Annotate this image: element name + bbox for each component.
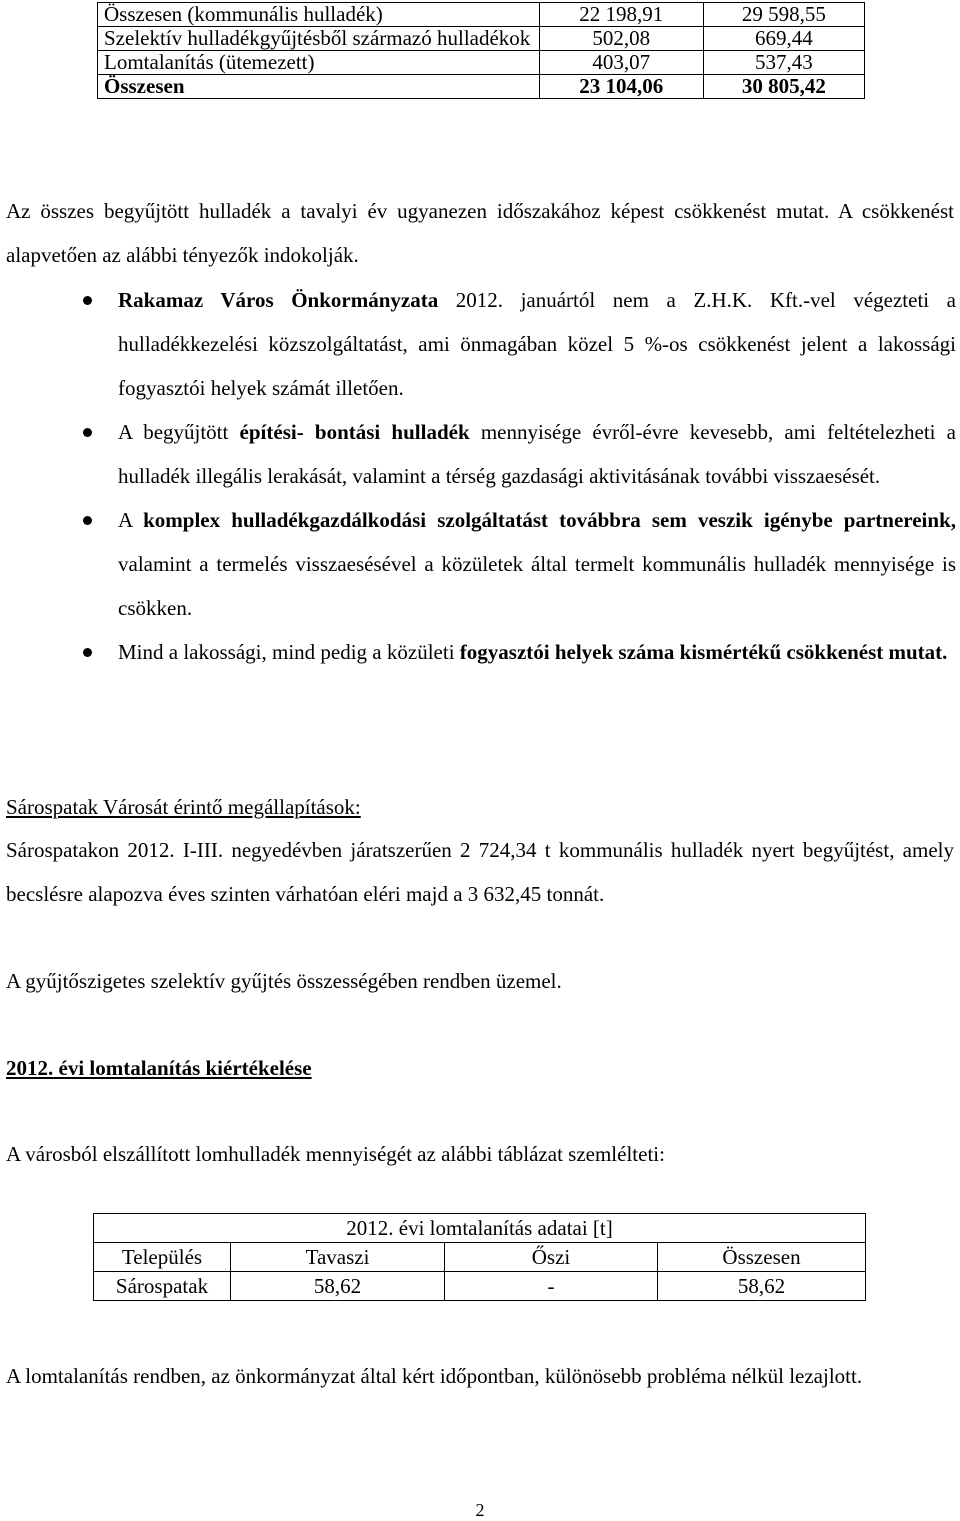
- lomtalanitas-intro: A városból elszállított lomhulladék mennyiségét az alábbi táblázat szemlélteti:: [6, 1142, 665, 1166]
- table-header-row: [94, 1243, 866, 1272]
- bullet-dot-icon: [83, 296, 92, 305]
- column-header: Összesen: [658, 1243, 866, 1272]
- item-text: A: [118, 508, 144, 532]
- list-item: [0, 498, 956, 630]
- item-text: 2012. januártól nem a Z.H.K. Kft.-vel végezteti a hulladékkezelési közszolgáltatást, ami önmagában közel 5 %-os csökkenést jelent a lakossági fogyasztói helyek számát illetően.: [118, 288, 957, 400]
- column-header: Őszi: [445, 1243, 658, 1272]
- bold-text: fogyasztói helyek száma kismértékű csökkenést mutat.: [459, 640, 948, 664]
- row-value-1: 22 198,91: [539, 3, 703, 27]
- table-cell: -: [445, 1272, 658, 1301]
- table-row: [94, 1272, 866, 1301]
- table-row: [98, 27, 865, 51]
- heading-text: Sárospatak Városát érintő megállapítások:: [6, 795, 361, 819]
- heading-text: évi lomtalanítás kiértékelése: [53, 1056, 312, 1080]
- row-value-2: 669,44: [703, 27, 864, 51]
- waste-summary-table: [97, 2, 865, 99]
- item-text: A begyűjtött: [118, 420, 240, 444]
- row-value-2: 30 805,42: [703, 75, 864, 99]
- table-cell: 58,62: [658, 1272, 866, 1301]
- bold-text: komplex hulladékgazdálkodási szolgáltatást továbbra sem veszik igénybe partnereink,: [143, 508, 956, 532]
- lomtalanitas-table: [93, 1213, 866, 1301]
- section-heading-sarospatak: [6, 794, 954, 820]
- heading-year: 2012.: [6, 1056, 54, 1080]
- item-text: mennyisége évről-évre kevesebb, ami feltételezheti a hulladék illegális lerakását, valamint a térség gazdasági aktivitásának további visszaesését.: [118, 420, 957, 488]
- page-number: 2: [475, 1500, 485, 1520]
- bold-text: építési- bontási hulladék: [239, 420, 470, 444]
- section-heading-lomtalanitas: [6, 1055, 954, 1081]
- item-text: Mind a lakossági, mind pedig a közületi: [118, 640, 460, 664]
- bullet-dot-icon: [83, 648, 92, 657]
- table-cell: Sárospatak: [94, 1272, 231, 1301]
- row-label: Összesen (kommunális hulladék): [98, 3, 540, 27]
- row-value-1: 502,08: [539, 27, 703, 51]
- table-total-row: [98, 75, 865, 99]
- row-value-1: 403,07: [539, 51, 703, 75]
- table-title-row: [94, 1214, 866, 1243]
- table-row: [98, 51, 865, 75]
- table-row: [98, 3, 865, 27]
- selective-collection-paragraph: A gyűjtőszigetes szelektív gyűjtés összességében rendben üzemel.: [6, 969, 562, 993]
- row-value-2: 29 598,55: [703, 3, 864, 27]
- row-label: Lomtalanítás (ütemezett): [98, 51, 540, 75]
- bold-text: Rakamaz Város Önkormányzata: [118, 288, 439, 312]
- sarospatak-paragraph: Sárospatakon 2012. I-III. negyedévben járatszerűen 2 724,34 t kommunális hulladék nyert begyűjtést, amely becslésre alapozva éves szinten várhatóan eléri majd a 3 632,45 tonnát.: [6, 838, 954, 906]
- table-cell: 58,62: [231, 1272, 445, 1301]
- column-header: Település: [94, 1243, 231, 1272]
- bullet-dot-icon: [83, 428, 92, 437]
- list-item: [0, 630, 956, 674]
- row-label: Szelektív hulladékgyűjtésből származó hulladékok: [98, 27, 540, 51]
- item-text: valamint a termelés visszaesésével a közületek által termelt kommunális hulladék mennyisége is csökken.: [118, 552, 956, 620]
- row-value-1: 23 104,06: [539, 75, 703, 99]
- lomtalanitas-conclusion: A lomtalanítás rendben, az önkormányzat által kért időpontban, különösebb probléma nélkül lezajlott.: [6, 1364, 863, 1388]
- bullet-list: [0, 278, 960, 674]
- column-header: Tavaszi: [231, 1243, 445, 1272]
- list-item: [0, 410, 956, 498]
- bullet-dot-icon: [83, 516, 92, 525]
- table-title: 2012. évi lomtalanítás adatai [t]: [94, 1214, 866, 1243]
- row-label: Összesen: [98, 75, 540, 99]
- list-item: [0, 278, 956, 410]
- row-value-2: 537,43: [703, 51, 864, 75]
- intro-paragraph: Az összes begyűjtött hulladék a tavalyi év ugyanezen időszakához képest csökkenést mutat. A csökkenést alapvetően az alábbi tényezők indokolják.: [6, 199, 954, 267]
